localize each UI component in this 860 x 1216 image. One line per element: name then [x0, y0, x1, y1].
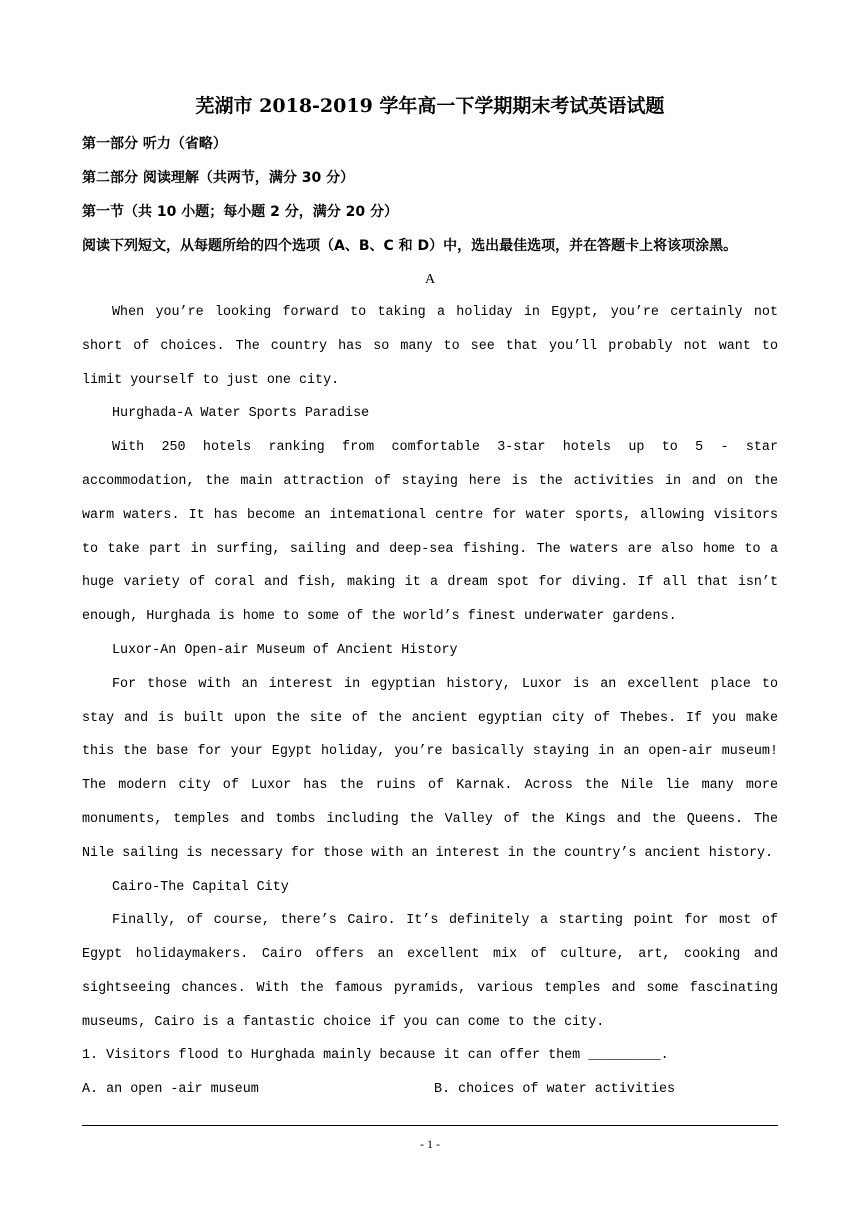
instructions: 阅读下列短文，从每题所给的四个选项（A、B、C 和 D）中，选出最佳选项，并在答题卡上将该项涂黑。 [82, 238, 738, 254]
passage-label: A [424, 272, 436, 287]
section1-heading: 第一节（共 10 小题；每小题 2 分，满分 20 分） [82, 204, 398, 220]
passage-para-cairo: Finally, of course, there’s Cairo. It’s definitely a starting point for most of Egypt holidaymakers. Cairo offers an excellent mix of culture, art, cooking and sightseeing chances. With the famous pyramids, various temples and some fascinating museums, Cairo is a fantastic choice if you can come to the city. [82, 913, 778, 1030]
passage-heading-cairo: Cairo-The Capital City [112, 879, 289, 895]
part2-heading: 第二部分 阅读理解（共两节，满分 30 分） [82, 170, 355, 186]
passage-heading-hurghada: Hurghada-A Water Sports Paradise [112, 406, 370, 422]
passage-para-luxor: For those with an interest in egyptian history, Luxor is an excellent place to stay and is built upon the site of the ancient egyptian city of Thebes. If you make this the base for your Egypt holiday, you’re basically staying in an open-air museum! The modern city of Luxor has the ruins of Karnak. Across the Nile lie many more monuments, temples and tombs including the Valley of the Kings and the Queens. The Nile sailing is necessary for those with an interest in the country’s ancient history. [82, 676, 778, 861]
part1-heading: 第一部分 听力（省略） [82, 136, 227, 152]
footer-divider [82, 1125, 778, 1126]
page-number: - 1 - [420, 1137, 440, 1151]
passage-para-hurghada: With 250 hotels ranking from comfortable 3-star hotels up to 5 - star accommodation, the main attraction of staying here is the activities in and on the warm waters. It has become an intemational centre for water sports, allowing visitors to take part in surfing, sailing and deep-sea fishing. The waters are also home to a huge variety of coral and fish, making it a dream spot for diving. If all that isn’t enough, Hurghada is home to some of the world’s finest underwater gardens. [82, 440, 778, 625]
question-1-stem: 1. Visitors flood to Hurghada mainly because it can offer them _________. [82, 1048, 669, 1063]
passage-heading-luxor: Luxor-An Open-air Museum of Ancient History [112, 642, 458, 658]
question-1-option-a: A. an open -air museum [82, 1082, 259, 1097]
page-title: 芜湖市 2018-2019 学年高一下学期期末考试英语试题 [195, 95, 665, 117]
question-1-option-b: B. choices of water activities [434, 1082, 676, 1097]
passage-intro: When you’re looking forward to taking a holiday in Egypt, you’re certainly not short of choices. The country has so many to see that you’ll probably not want to limit yourself to just one city. [82, 305, 778, 388]
passage-body [82, 296, 778, 1040]
